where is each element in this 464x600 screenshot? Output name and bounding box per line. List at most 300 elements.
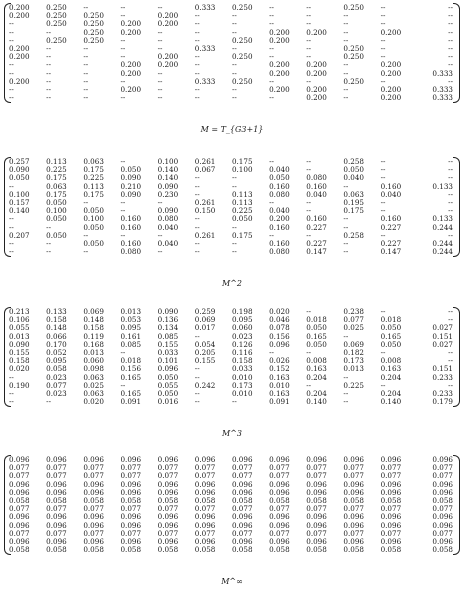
matrix-cell: 0.050 <box>343 165 364 175</box>
matrix-cell: 0.096 <box>432 537 453 547</box>
matrix-cell: 0.096 <box>46 479 67 489</box>
matrix-cell: 0.058 <box>120 545 142 555</box>
matrix-cell: -- <box>157 93 163 103</box>
matrix-cell: 0.058 <box>231 545 253 555</box>
matrix-cell: 0.179 <box>432 397 453 407</box>
matrix-cell: -- <box>46 52 52 62</box>
matrix-cell: 0.133 <box>46 307 67 316</box>
matrix-cell: 0.225 <box>83 173 104 183</box>
matrix-cell: -- <box>380 35 386 45</box>
matrix-block-2 <box>0 157 464 297</box>
matrix-cell: 0.200 <box>120 27 142 37</box>
matrix-cell: 0.078 <box>269 323 290 333</box>
matrix-cell: 0.096 <box>269 487 290 497</box>
matrix-cell: -- <box>448 307 453 316</box>
matrix-cell: 0.050 <box>306 323 327 333</box>
matrix-cell: -- <box>448 380 453 390</box>
matrix-cell: 0.096 <box>343 520 364 530</box>
matrix-cell: -- <box>231 247 237 257</box>
matrix-cell: 0.096 <box>120 479 142 489</box>
matrix-cell: -- <box>194 214 200 224</box>
matrix-cell: -- <box>9 222 14 232</box>
matrix-cell: -- <box>83 52 89 62</box>
matrix-cell: -- <box>9 68 14 78</box>
matrix-cell: -- <box>380 3 386 12</box>
matrix-cell: 0.096 <box>380 455 402 464</box>
matrix-cell: 0.200 <box>269 35 290 45</box>
matrix-cell: 0.175 <box>46 173 67 183</box>
matrix-cell: 0.165 <box>120 372 142 382</box>
matrix-cell: -- <box>46 27 52 37</box>
matrix-cell: -- <box>194 397 200 407</box>
matrix-cell: 0.077 <box>157 528 179 538</box>
matrix-cell: -- <box>46 85 52 95</box>
matrix-cell: -- <box>343 247 349 257</box>
matrix-cell: 0.190 <box>9 380 30 390</box>
matrix-cell: -- <box>380 11 386 21</box>
matrix-cell: 0.200 <box>9 44 30 54</box>
matrix-cell: 0.096 <box>157 364 179 374</box>
matrix-cell: 0.096 <box>343 479 364 489</box>
matrix-cell: 0.080 <box>157 214 179 224</box>
matrix-cell: -- <box>343 11 349 21</box>
matrix-cell: 0.058 <box>83 545 104 555</box>
matrix-cell: 0.077 <box>120 471 142 481</box>
matrix-cell: 0.210 <box>120 181 142 191</box>
matrix-cell: 0.134 <box>157 323 179 333</box>
matrix-cell: 0.069 <box>194 315 216 325</box>
matrix-cell: -- <box>448 157 453 166</box>
matrix-cell: 0.250 <box>231 52 253 62</box>
matrix-cell: 0.096 <box>157 455 179 464</box>
matrix-cell: -- <box>9 239 14 249</box>
matrix-cell: 0.085 <box>157 331 179 341</box>
matrix-cell: 0.261 <box>194 230 216 240</box>
matrix-cell: -- <box>343 389 349 399</box>
matrix-cell: 0.096 <box>83 537 104 547</box>
matrix-cell: 0.013 <box>343 364 364 374</box>
matrix-cell: 0.096 <box>380 537 402 547</box>
matrix-cell: 0.096 <box>306 479 327 489</box>
matrix-cell: 0.155 <box>194 356 216 366</box>
matrix-cell: 0.261 <box>194 198 216 208</box>
matrix-cell: 0.096 <box>194 520 216 530</box>
matrix-cell: 0.200 <box>9 11 30 21</box>
matrix-cell: -- <box>380 230 386 240</box>
matrix-cell: 0.069 <box>83 307 104 316</box>
matrix-cell: 0.077 <box>306 504 327 514</box>
matrix-cell: -- <box>83 198 89 208</box>
matrix-cell: -- <box>448 27 453 37</box>
matrix-cell: 0.250 <box>46 19 67 29</box>
matrix-cell: -- <box>157 76 163 86</box>
matrix-cell: -- <box>306 380 312 390</box>
matrix-cell: -- <box>448 35 453 45</box>
matrix-cell: 0.063 <box>46 181 67 191</box>
matrix-cell: -- <box>306 198 312 208</box>
matrix-cell: -- <box>83 247 89 257</box>
matrix-cell: 0.077 <box>194 528 216 538</box>
matrix-cell: 0.148 <box>83 315 104 325</box>
matrix-cell: 0.140 <box>157 173 179 183</box>
matrix-cell: 0.096 <box>269 339 290 349</box>
matrix-cell: 0.077 <box>194 463 216 473</box>
matrix-cell: 0.158 <box>46 315 67 325</box>
matrix-cell: 0.096 <box>306 537 327 547</box>
matrix-cell: 0.096 <box>9 512 30 522</box>
matrix-cell: 0.160 <box>269 222 290 232</box>
matrix-cell: 0.165 <box>120 389 142 399</box>
matrix-cell: 0.052 <box>46 348 67 358</box>
matrix-cell: 0.096 <box>9 487 30 497</box>
matrix-cell: 0.096 <box>194 537 216 547</box>
matrix-cell: 0.227 <box>380 222 402 232</box>
matrix-cell: 0.077 <box>157 471 179 481</box>
matrix-cell: -- <box>306 230 312 240</box>
matrix-cell: 0.096 <box>46 487 67 497</box>
matrix-cell: 0.091 <box>269 397 290 407</box>
matrix-cell: 0.077 <box>194 504 216 514</box>
matrix-cell: -- <box>269 157 274 166</box>
matrix-cell: -- <box>120 3 126 12</box>
matrix-table <box>9 4 455 102</box>
matrix-cell: 0.333 <box>432 68 453 78</box>
matrix-cell: 0.058 <box>343 496 364 506</box>
matrix-cell: 0.040 <box>157 222 179 232</box>
matrix-cell: -- <box>46 68 52 78</box>
matrix-cell: -- <box>380 19 386 29</box>
matrix-cell: 0.077 <box>269 504 290 514</box>
matrix-cell: 0.173 <box>231 380 253 390</box>
matrix-cell: 0.055 <box>157 380 179 390</box>
matrix-cell: -- <box>157 230 163 240</box>
matrix-cell: 0.227 <box>306 239 327 249</box>
matrix-cell: 0.096 <box>194 512 216 522</box>
matrix-cell: 0.060 <box>83 356 104 366</box>
matrix-cell: 0.261 <box>194 157 216 166</box>
matrix-cell: -- <box>448 44 453 54</box>
matrix-caption: M = T_{G3+1} <box>200 125 264 134</box>
matrix-cell: 0.175 <box>231 230 253 240</box>
matrix-cell: 0.096 <box>380 479 402 489</box>
matrix-block-3 <box>0 307 464 447</box>
matrix-cell: -- <box>380 52 386 62</box>
matrix-cell: 0.096 <box>157 512 179 522</box>
matrix-M3 <box>4 307 460 407</box>
matrix-cell: 0.016 <box>157 397 179 407</box>
matrix-cell: 0.058 <box>432 545 453 555</box>
matrix-table <box>9 308 455 406</box>
matrix-cell: -- <box>306 52 312 62</box>
matrix-cell: 0.077 <box>432 504 453 514</box>
matrix-cell: 0.090 <box>9 165 30 175</box>
matrix-cell: -- <box>120 11 126 21</box>
matrix-cell: 0.244 <box>432 222 453 232</box>
matrix-cell: -- <box>448 189 453 199</box>
matrix-cell: -- <box>157 85 163 95</box>
matrix-cell: 0.096 <box>157 520 179 530</box>
matrix-cell: 0.200 <box>380 68 402 78</box>
matrix-cell: 0.140 <box>157 165 179 175</box>
matrix-cell: 0.040 <box>343 173 364 183</box>
matrix-cell: -- <box>269 348 274 358</box>
matrix-cell: 0.077 <box>269 528 290 538</box>
matrix-cell: 0.096 <box>343 512 364 522</box>
matrix-cell: 0.140 <box>306 397 327 407</box>
matrix-cell: 0.096 <box>9 479 30 489</box>
matrix-cell: 0.133 <box>432 181 453 191</box>
matrix-cell: -- <box>306 307 312 316</box>
matrix-cell: 0.050 <box>269 173 290 183</box>
matrix-cell: 0.250 <box>343 52 364 62</box>
matrix-table <box>9 158 455 256</box>
matrix-cell: -- <box>343 60 349 70</box>
matrix-cell: -- <box>83 44 89 54</box>
matrix-cell: 0.126 <box>231 339 253 349</box>
matrix-row <box>9 94 455 102</box>
matrix-cell: 0.096 <box>306 487 327 497</box>
matrix-Minf <box>4 455 460 555</box>
matrix-cell: 0.096 <box>432 487 453 497</box>
matrix-cell: 0.096 <box>83 512 104 522</box>
matrix-cell: 0.156 <box>269 331 290 341</box>
matrix-cell: -- <box>343 372 349 382</box>
matrix-cell: 0.050 <box>157 372 179 382</box>
matrix-cell: -- <box>306 206 312 216</box>
matrix-cell: 0.096 <box>343 537 364 547</box>
matrix-cell: -- <box>269 93 274 103</box>
matrix-cell: 0.077 <box>231 471 253 481</box>
matrix-cell: -- <box>269 19 274 29</box>
matrix-cell: 0.168 <box>83 339 104 349</box>
matrix-cell: 0.133 <box>432 214 453 224</box>
matrix-cell: 0.058 <box>120 496 142 506</box>
matrix-cell: -- <box>306 35 312 45</box>
matrix-cell: -- <box>343 397 349 407</box>
matrix-cell: 0.050 <box>46 198 67 208</box>
matrix-cell: 0.050 <box>46 214 67 224</box>
matrix-cell: -- <box>194 27 200 37</box>
matrix-cell: 0.058 <box>432 496 453 506</box>
matrix-cell: -- <box>194 60 200 70</box>
matrix-cell: 0.250 <box>83 35 104 45</box>
matrix-cell: 0.100 <box>46 206 67 216</box>
matrix-cell: 0.058 <box>157 545 179 555</box>
matrix-cell: 0.250 <box>83 27 104 37</box>
matrix-cell: 0.077 <box>120 463 142 473</box>
matrix-cell: 0.182 <box>343 348 364 358</box>
matrix-cell: 0.096 <box>9 455 30 464</box>
matrix-cell: 0.077 <box>269 471 290 481</box>
matrix-cell: 0.119 <box>83 331 104 341</box>
matrix-cell: -- <box>343 181 349 191</box>
matrix-cell: 0.140 <box>9 206 30 216</box>
matrix-cell: 0.200 <box>157 11 179 21</box>
matrix-cell: 0.163 <box>380 364 402 374</box>
matrix-cell: 0.096 <box>83 455 104 464</box>
matrix-cell: -- <box>231 27 237 37</box>
matrix-cell: 0.096 <box>432 520 453 530</box>
matrix-cell: -- <box>231 397 237 407</box>
matrix-cell: -- <box>448 173 453 183</box>
matrix-cell: -- <box>448 19 453 29</box>
matrix-cell: 0.077 <box>380 471 402 481</box>
matrix-cell: -- <box>269 230 274 240</box>
matrix-cell: 0.077 <box>194 471 216 481</box>
matrix-cell: -- <box>231 181 237 191</box>
matrix-cell: 0.023 <box>231 331 253 341</box>
matrix-cell: -- <box>306 76 312 86</box>
matrix-cell: 0.077 <box>46 504 67 514</box>
matrix-cell: 0.200 <box>306 93 327 103</box>
matrix-cell: -- <box>269 11 274 21</box>
matrix-cell: 0.225 <box>231 206 253 216</box>
matrix-cell: -- <box>194 19 200 29</box>
matrix-cell: 0.058 <box>380 496 402 506</box>
matrix-cell: 0.096 <box>380 487 402 497</box>
matrix-cell: 0.077 <box>9 504 30 514</box>
matrix-cell: 0.200 <box>380 93 402 103</box>
matrix-cell: 0.046 <box>269 315 290 325</box>
matrix-cell: 0.090 <box>157 206 179 216</box>
matrix-cell: 0.100 <box>157 157 179 166</box>
matrix-cell: 0.160 <box>120 214 142 224</box>
matrix-cell: 0.200 <box>380 27 402 37</box>
matrix-cell: -- <box>9 19 14 29</box>
matrix-block-4 <box>0 455 464 595</box>
matrix-cell: 0.023 <box>46 372 67 382</box>
matrix-cell: 0.077 <box>46 471 67 481</box>
matrix-cell: -- <box>120 35 126 45</box>
matrix-cell: 0.010 <box>231 389 253 399</box>
matrix-cell: 0.058 <box>46 364 67 374</box>
matrix-cell: -- <box>448 230 453 240</box>
matrix-M <box>4 3 460 103</box>
matrix-cell: 0.090 <box>120 189 142 199</box>
matrix-cell: -- <box>380 348 386 358</box>
matrix-cell: -- <box>269 198 274 208</box>
matrix-cell: 0.200 <box>269 214 290 224</box>
matrix-cell: 0.050 <box>120 165 142 175</box>
matrix-cell: 0.200 <box>380 85 402 95</box>
matrix-cell: 0.096 <box>432 455 453 464</box>
matrix-cell: 0.160 <box>380 181 402 191</box>
matrix-cell: 0.077 <box>306 463 327 473</box>
matrix-cell: 0.066 <box>46 331 67 341</box>
matrix-cell: 0.113 <box>231 189 253 199</box>
matrix-cell: 0.096 <box>306 455 327 464</box>
matrix-cell: 0.333 <box>194 44 216 54</box>
matrix-cell: 0.200 <box>120 19 142 29</box>
matrix-cell: 0.113 <box>231 198 253 208</box>
matrix-cell: 0.173 <box>343 356 364 366</box>
matrix-cell: 0.227 <box>306 222 327 232</box>
matrix-cell: 0.250 <box>343 3 364 12</box>
matrix-cell: 0.204 <box>306 389 327 399</box>
matrix-cell: 0.096 <box>120 455 142 464</box>
matrix-cell: 0.100 <box>83 214 104 224</box>
matrix-cell: 0.040 <box>269 165 290 175</box>
matrix-cell: 0.090 <box>157 307 179 316</box>
matrix-cell: 0.050 <box>83 239 104 249</box>
matrix-cell: 0.250 <box>46 11 67 21</box>
matrix-cell: 0.058 <box>194 545 216 555</box>
matrix-cell: 0.160 <box>306 181 327 191</box>
matrix-cell: 0.250 <box>231 3 253 12</box>
matrix-cell: 0.163 <box>269 372 290 382</box>
matrix-cell: 0.050 <box>83 206 104 216</box>
matrix-cell: -- <box>343 331 349 341</box>
matrix-cell: -- <box>9 85 14 95</box>
matrix-cell: -- <box>120 380 126 390</box>
matrix-cell: 0.198 <box>231 307 253 316</box>
matrix-cell: 0.155 <box>157 339 179 349</box>
matrix-cell: 0.063 <box>343 189 364 199</box>
matrix-row <box>9 398 455 406</box>
matrix-cell: -- <box>231 222 237 232</box>
matrix-cell: 0.116 <box>231 348 253 358</box>
matrix-cell: 0.058 <box>194 496 216 506</box>
matrix-cell: 0.010 <box>269 380 290 390</box>
matrix-cell: 0.204 <box>306 372 327 382</box>
matrix-cell: 0.077 <box>343 471 364 481</box>
matrix-cell: 0.096 <box>432 512 453 522</box>
matrix-cell: -- <box>231 173 237 183</box>
matrix-cell: 0.077 <box>157 463 179 473</box>
matrix-cell: 0.175 <box>83 165 104 175</box>
matrix-cell: 0.055 <box>9 323 30 333</box>
matrix-cell: 0.250 <box>343 76 364 86</box>
matrix-cell: 0.018 <box>306 315 327 325</box>
matrix-cell: 0.205 <box>194 348 216 358</box>
matrix-cell: 0.140 <box>380 397 402 407</box>
matrix-cell: 0.050 <box>380 323 402 333</box>
matrix-cell: 0.200 <box>306 68 327 78</box>
matrix-cell: -- <box>120 76 126 86</box>
matrix-cell: 0.233 <box>432 372 453 382</box>
matrix-cell: 0.013 <box>9 331 30 341</box>
matrix-cell: 0.026 <box>269 356 290 366</box>
matrix-cell: -- <box>83 93 89 103</box>
matrix-cell: 0.080 <box>269 247 290 257</box>
matrix-cell: -- <box>306 165 312 175</box>
matrix-cell: 0.050 <box>157 389 179 399</box>
matrix-cell: 0.058 <box>380 545 402 555</box>
matrix-cell: 0.077 <box>83 504 104 514</box>
matrix-cell: 0.054 <box>194 339 216 349</box>
matrix-cell: -- <box>83 3 89 12</box>
matrix-cell: -- <box>120 44 126 54</box>
matrix-cell: 0.160 <box>380 214 402 224</box>
matrix-cell: -- <box>46 60 52 70</box>
matrix-cell: -- <box>157 27 163 37</box>
matrix-cell: -- <box>380 173 386 183</box>
matrix-cell: 0.096 <box>432 479 453 489</box>
matrix-cell: 0.113 <box>83 181 104 191</box>
matrix-cell: 0.242 <box>194 380 216 390</box>
matrix-cell: 0.148 <box>46 323 67 333</box>
matrix-cell: -- <box>120 93 126 103</box>
matrix-cell: -- <box>343 19 349 29</box>
matrix-cell: 0.155 <box>9 348 30 358</box>
matrix-cell: 0.096 <box>46 537 67 547</box>
matrix-cell: -- <box>231 60 237 70</box>
matrix-cell: 0.077 <box>343 528 364 538</box>
matrix-cell: 0.250 <box>231 35 253 45</box>
matrix-cell: 0.158 <box>231 356 253 366</box>
matrix-cell: 0.096 <box>231 520 253 530</box>
matrix-cell: 0.163 <box>269 389 290 399</box>
